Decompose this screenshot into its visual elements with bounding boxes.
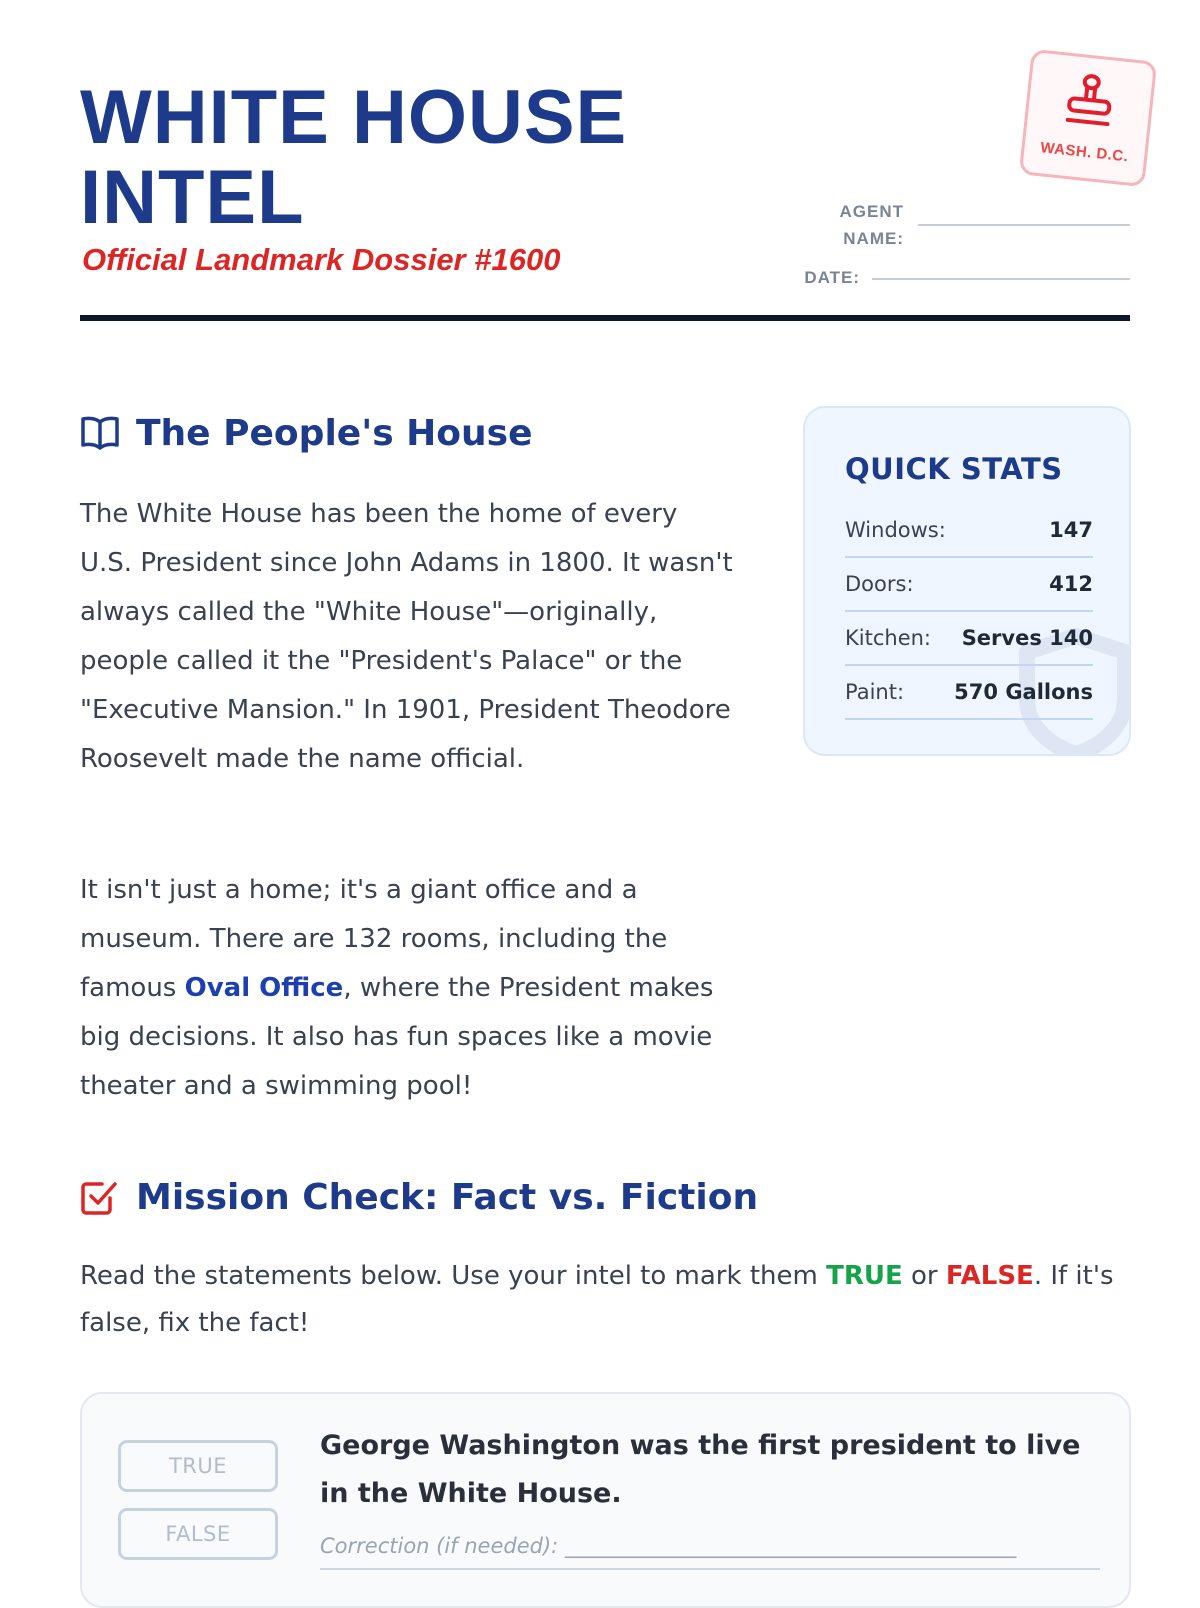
mission-instructions [80,1253,1132,1347]
rubber-stamp-icon [1062,70,1116,139]
stat-label: Doors: [845,572,914,596]
open-book-icon [80,412,122,454]
stat-value: 412 [1049,572,1093,596]
section-heading-text: Mission Check: Fact vs. Fiction [136,1176,759,1218]
page-title [80,75,628,240]
question-card [80,1392,1131,1608]
section-heading-mission-check [80,1176,758,1218]
checkbox-icon [80,1176,122,1218]
agent-label-line-1: AGENT [839,202,904,221]
stat-row-paint [845,666,1093,720]
instructions-or: or [902,1261,946,1291]
false-button[interactable]: FALSE [118,1508,278,1560]
quick-stats-panel [803,406,1131,756]
title-line-2: INTEL [80,155,305,240]
quick-stats-title: QUICK STATS [845,452,1063,486]
question-statement: George Washington was the first president to live in the White House. [320,1430,1081,1509]
agent-name-field[interactable] [918,224,1130,226]
title-line-1: WHITE HOUSE [80,75,628,160]
stat-row-kitchen [845,612,1093,666]
stat-row-doors [845,558,1093,612]
paragraph-rooms-text-1: It isn't just a home; it's a giant office and a museum. There are 132 rooms, including the famous [80,875,668,1003]
true-button[interactable]: TRUE [118,1440,278,1492]
header-divider [80,315,1130,321]
paragraph-history: The White House has been the home of every U.S. President since John Adams in 1800. It wasn't always called the "White House"—originally, people called it the "President's Palace" or the "Executive Mansion." In 1901, President Theodore Roosevelt made the name official. [80,499,733,774]
paragraph-rooms [80,866,735,1111]
stamp-text: WASH. D.C. [1039,139,1130,166]
date-label: DATE: [804,268,860,287]
agent-label-line-2: NAME: [843,229,904,248]
page-subtitle: Official Landmark Dossier #1600 [82,242,561,277]
true-highlight: TRUE [826,1261,903,1291]
section-heading-peoples-house [80,412,533,454]
agent-name-label [800,198,904,252]
stat-value: Serves 140 [961,626,1093,650]
instructions-text-1: Read the statements below. Use your intel to mark them [80,1261,827,1291]
date-field[interactable] [872,278,1130,280]
paragraph-rooms-text-2: , where the President makes big decisions. It also has fun spaces like a movie theater and a swimming pool! [80,973,714,1101]
section-heading-text: The People's House [136,412,533,454]
stat-label: Windows: [845,518,946,542]
stat-value: 570 Gallons [954,680,1093,704]
false-highlight: FALSE [945,1261,1034,1291]
stat-label: Kitchen: [845,626,931,650]
stat-row-windows [845,504,1093,558]
stat-value: 147 [1049,518,1093,542]
oval-office-highlight: Oval Office [184,973,344,1003]
correction-field[interactable]: Correction (if needed): ___________________________________________ [320,1534,1100,1570]
stat-label: Paint: [845,680,905,704]
instructions-text-2: . If it's false, fix the fact! [80,1261,1114,1338]
stamp-badge [1019,49,1157,187]
